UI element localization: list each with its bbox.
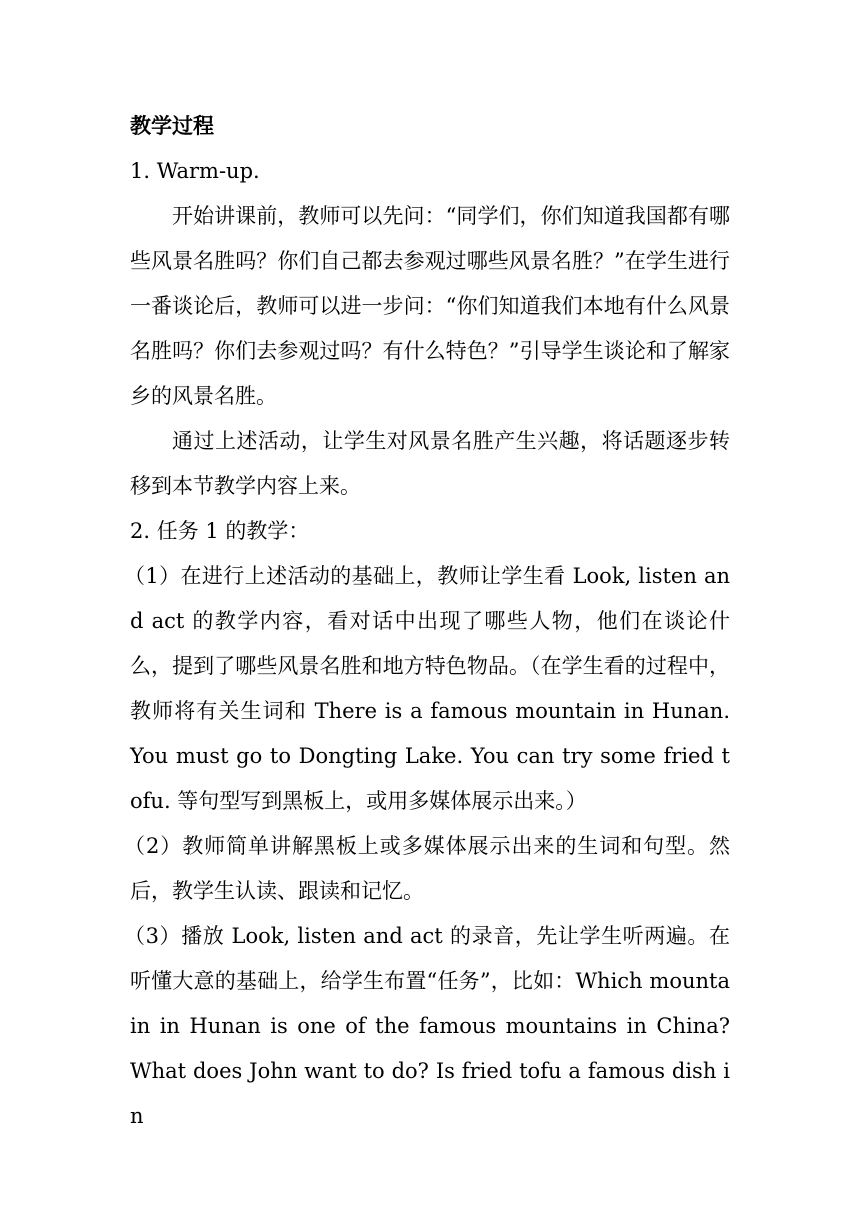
warmup-heading: 1. Warm-up. <box>130 159 260 183</box>
warmup-paragraph-2: 通过上述活动，让学生对风景名胜产生兴趣，将话题逐步转移到本节教学内容上来。 <box>130 429 730 498</box>
task1-item-3: （3）播放 Look, listen and act 的录音，先让学生听两遍。在听懂大意的基础上，给学生布置“任务”，比如：Which mountain in Hunan is one of the famous mountains in China? What does John want to do? Is fried tofu a famous dish in <box>124 924 730 1128</box>
document-page <box>124 104 730 1139</box>
section-title: 教学过程 <box>130 114 214 138</box>
task1-item-2: （2）教师简单讲解黑板上或多媒体展示出来的生词和句型。然后，教学生认读、跟读和记忆。 <box>124 834 730 903</box>
task1-heading: 2. 任务 1 的教学： <box>130 519 310 543</box>
warmup-paragraph-1: 开始讲课前，教师可以先问：“同学们，你们知道我国都有哪些风景名胜吗？你们自己都去参观过哪些风景名胜？”在学生进行一番谈论后，教师可以进一步问：“你们知道我们本地有什么风景名胜吗？你们去参观过吗？有什么特色？”引导学生谈论和了解家乡的风景名胜。 <box>130 204 730 408</box>
task1-item-1: （1）在进行上述活动的基础上，教师让学生看 Look, listen and act 的教学内容，看对话中出现了哪些人物，他们在谈论什么，提到了哪些风景名胜和地方特色物品。（在学生看的过程中，教师将有关生词和 There is a famous mountain in Hunan. You must go to Dongting Lake. You can try some fried tofu. 等句型写到黑板上，或用多媒体展示出来。） <box>124 564 730 813</box>
